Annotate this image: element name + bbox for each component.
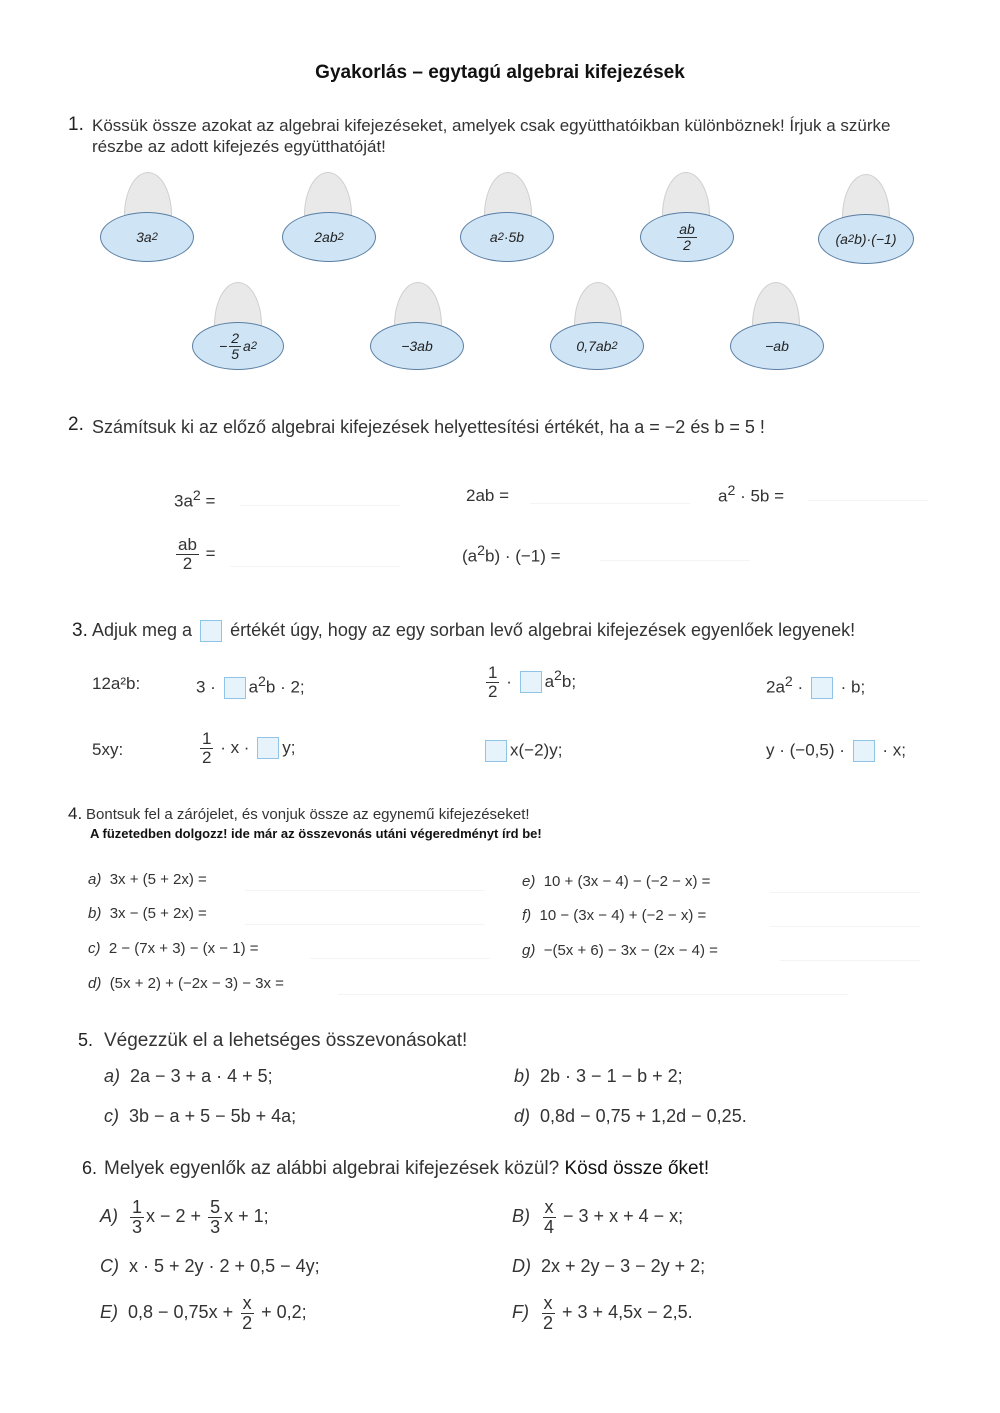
expression-oval-9[interactable]: −ab xyxy=(730,322,824,370)
q4-item-d-expr: (5x + 2) + (−2x − 3) − 3x = xyxy=(109,975,284,992)
q4-note: A füzetedben dolgozz! ide már az összevonás utáni végeredményt írd be! xyxy=(90,826,542,841)
q2-text: Számítsuk ki az előző algebrai kifejezések helyettesítési értékét, ha a = −2 és b = 5 ! xyxy=(92,417,765,437)
q3-text-before: Adjuk meg a xyxy=(92,620,193,640)
q5-item-d-expr: 0,8d − 0,75 + 1,2d − 0,25. xyxy=(540,1106,747,1126)
q2-answer-1[interactable] xyxy=(240,505,400,506)
q3-text xyxy=(92,620,855,642)
q5-item-c xyxy=(104,1106,296,1127)
q4-item-d xyxy=(88,975,284,992)
q2-answer-3[interactable] xyxy=(808,500,928,501)
q4-item-c-expr: 2 − (7x + 3) − (x − 1) = xyxy=(108,940,259,957)
q5-item-b xyxy=(514,1066,683,1087)
expression-oval-3[interactable]: a 2 ·5b xyxy=(460,212,554,262)
q3-box-5[interactable] xyxy=(485,740,507,762)
q6-item-a[interactable]: A) $\frac{1}{3}$ x − 2 + $\frac{5}{3}$ x + 1; xyxy=(100,1197,269,1237)
q3-row1-expr-3: $2a^2$ · · b; xyxy=(766,674,865,699)
q2-expr-5: $(a^2b) \cdot (-1)$ = xyxy=(462,543,561,566)
q5-item-a-label: a) xyxy=(104,1066,121,1086)
page-title: Gyakorlás – egytagú algebrai kifejezések xyxy=(315,62,685,83)
q3-row1-label: 12a²b: xyxy=(92,674,141,693)
q3-box-6[interactable] xyxy=(853,740,875,762)
q6-item-c-expr: x · 5 + 2y · 2 + 0,5 − 4y; xyxy=(129,1256,320,1276)
q2-eq-1: = xyxy=(205,491,216,511)
q3-box-1[interactable] xyxy=(224,677,246,699)
q2-expr-4: $\frac{ab}{2}$ = xyxy=(178,535,216,573)
q5-number: 5. xyxy=(78,1030,94,1050)
q4-item-c-label: c) xyxy=(88,940,101,957)
q6-item-c[interactable]: C) x · 5 + 2y · 2 + 0,5 − 4y; xyxy=(100,1256,320,1276)
q2-eq-2: = xyxy=(499,486,510,505)
q4-item-e-label: e) xyxy=(522,873,536,890)
expression-oval-2[interactable]: 2ab 2 xyxy=(282,212,376,262)
q4-answer-b[interactable] xyxy=(245,924,485,925)
expression-oval-4[interactable]: $\frac{ab}{2}$ xyxy=(640,212,734,262)
q4-answer-e[interactable] xyxy=(770,892,920,893)
q6-item-e[interactable]: E) 0,8 − 0,75x + $\frac{x}{2}$ + 0,2; xyxy=(100,1293,307,1333)
q3-row2-expr-1: $\frac{1}{2}$ · x · y; xyxy=(202,729,296,767)
q4-item-a xyxy=(88,871,207,888)
q6-item-d[interactable]: D) 2x + 2y − 3 − 2y + 2; xyxy=(512,1256,706,1276)
q2-expr-3: $a^2 \cdot 5b$ = xyxy=(718,483,785,506)
q4-answer-a[interactable] xyxy=(245,890,485,891)
q4-item-f-label: f) xyxy=(522,907,532,924)
q1-text-line2: részbe az adott kifejezés együtthatóját! xyxy=(92,137,386,156)
q4-item-e-expr: 10 + (3x − 4) − (−2 − x) = xyxy=(543,873,711,890)
q4-answer-d[interactable] xyxy=(338,994,848,995)
q4-text: Bontsuk fel a zárójelet, és vonjuk össze az egynemű kifejezéseket! xyxy=(86,806,530,823)
expression-oval-5[interactable]: (a 2 b)·(−1) xyxy=(818,214,914,264)
q4-item-b-label: b) xyxy=(88,905,102,922)
q4-item-e xyxy=(522,873,710,890)
q3-box-3[interactable] xyxy=(811,677,833,699)
expression-oval-6[interactable]: − $\frac{2}{5}$ a 2 xyxy=(192,322,284,370)
q5-item-d xyxy=(514,1106,747,1127)
q5-text: Végezzük el a lehetséges összevonásokat! xyxy=(104,1030,468,1051)
q2-number: 2. xyxy=(68,414,84,435)
expression-oval-8[interactable]: 0,7ab 2 xyxy=(550,322,644,370)
q4-answer-f[interactable] xyxy=(770,926,920,927)
q4-answer-g[interactable] xyxy=(780,960,920,961)
q3-number: 3. xyxy=(72,620,88,641)
q6-number: 6. xyxy=(82,1158,98,1178)
q6-text-main: Melyek egyenlők az alábbi algebrai kifejezések közül? xyxy=(104,1158,560,1179)
q2-eq-4: = xyxy=(205,543,216,563)
q3-box-4[interactable] xyxy=(257,737,279,759)
q5-item-b-expr: 2b · 3 − 1 − b + 2; xyxy=(540,1066,683,1086)
q4-number: 4. xyxy=(68,804,83,823)
q6-item-d-expr: 2x + 2y − 3 − 2y + 2; xyxy=(541,1256,706,1276)
q2-answer-2[interactable] xyxy=(530,503,690,504)
q3-row2-label: 5xy: xyxy=(92,740,124,759)
q4-item-f xyxy=(522,907,706,924)
q1-text-line1: Kössük össze azokat az algebrai kifejezéseket, amelyek csak együtthatóikban különböznek! Írjuk a szürke xyxy=(92,116,891,135)
q6-text-extra: Kösd össze őket! xyxy=(564,1158,710,1179)
q4-item-c xyxy=(88,940,259,957)
q6-item-f[interactable]: F) $\frac{x}{2}$ + 3 + 4,5x − 2,5. xyxy=(512,1293,693,1333)
q3-row1-expr-1: $3 \cdot a^2b \cdot 2$; xyxy=(196,674,305,699)
q5-item-c-label: c) xyxy=(104,1106,119,1126)
q4-item-g xyxy=(522,942,718,959)
box-icon xyxy=(200,620,222,642)
q4-item-g-expr: −(5x + 6) − 3x − (2x − 4) = xyxy=(543,942,718,959)
q2-answer-5[interactable] xyxy=(600,560,750,561)
q5-item-a xyxy=(104,1066,273,1087)
q4-answer-c[interactable] xyxy=(310,958,490,959)
q3-row2-expr-2: x(−2)y; xyxy=(482,740,562,762)
q2-answer-4[interactable] xyxy=(230,566,400,567)
q6-item-b[interactable]: B) $\frac{x}{4}$ − 3 + x + 4 − x; xyxy=(512,1197,684,1237)
q5-item-d-label: d) xyxy=(514,1106,531,1126)
q2-eq-3: = xyxy=(774,486,785,506)
q1-number: 1. xyxy=(68,114,84,135)
q5-item-c-expr: 3b − a + 5 − 5b + 4a; xyxy=(129,1106,297,1126)
q4-item-g-label: g) xyxy=(522,942,536,959)
q5-item-b-label: b) xyxy=(514,1066,531,1086)
expression-oval-1[interactable]: 3a 2 xyxy=(100,212,194,262)
q4-item-a-expr: 3x + (5 + 2x) = xyxy=(109,871,207,888)
q4-item-b xyxy=(88,905,207,922)
q4-item-d-label: d) xyxy=(88,975,102,992)
q3-box-2[interactable] xyxy=(520,671,542,693)
q3-row2-expr-3: y · (−0,5) · · x; xyxy=(766,740,906,762)
q4-item-b-expr: 3x − (5 + 2x) = xyxy=(109,905,207,922)
q4-item-f-expr: 10 − (3x − 4) + (−2 − x) = xyxy=(539,907,707,924)
q3-row1-expr-2: $\frac{1}{2}$ · $a^2b$; xyxy=(488,663,577,701)
q3-text-after: értékét úgy, hogy az egy sorban levő algebrai kifejezések egyenlőek legyenek! xyxy=(230,620,856,640)
q6-text xyxy=(104,1158,709,1180)
q2-eq-5: = xyxy=(550,546,561,566)
q5-item-a-expr: 2a − 3 + a · 4 + 5; xyxy=(130,1066,273,1086)
q4-item-a-label: a) xyxy=(88,871,102,888)
q2-expr-2: 2ab = xyxy=(466,486,510,505)
q2-expr-1: $3a^2$ = xyxy=(174,488,216,511)
expression-oval-7[interactable]: −3ab xyxy=(370,322,464,370)
